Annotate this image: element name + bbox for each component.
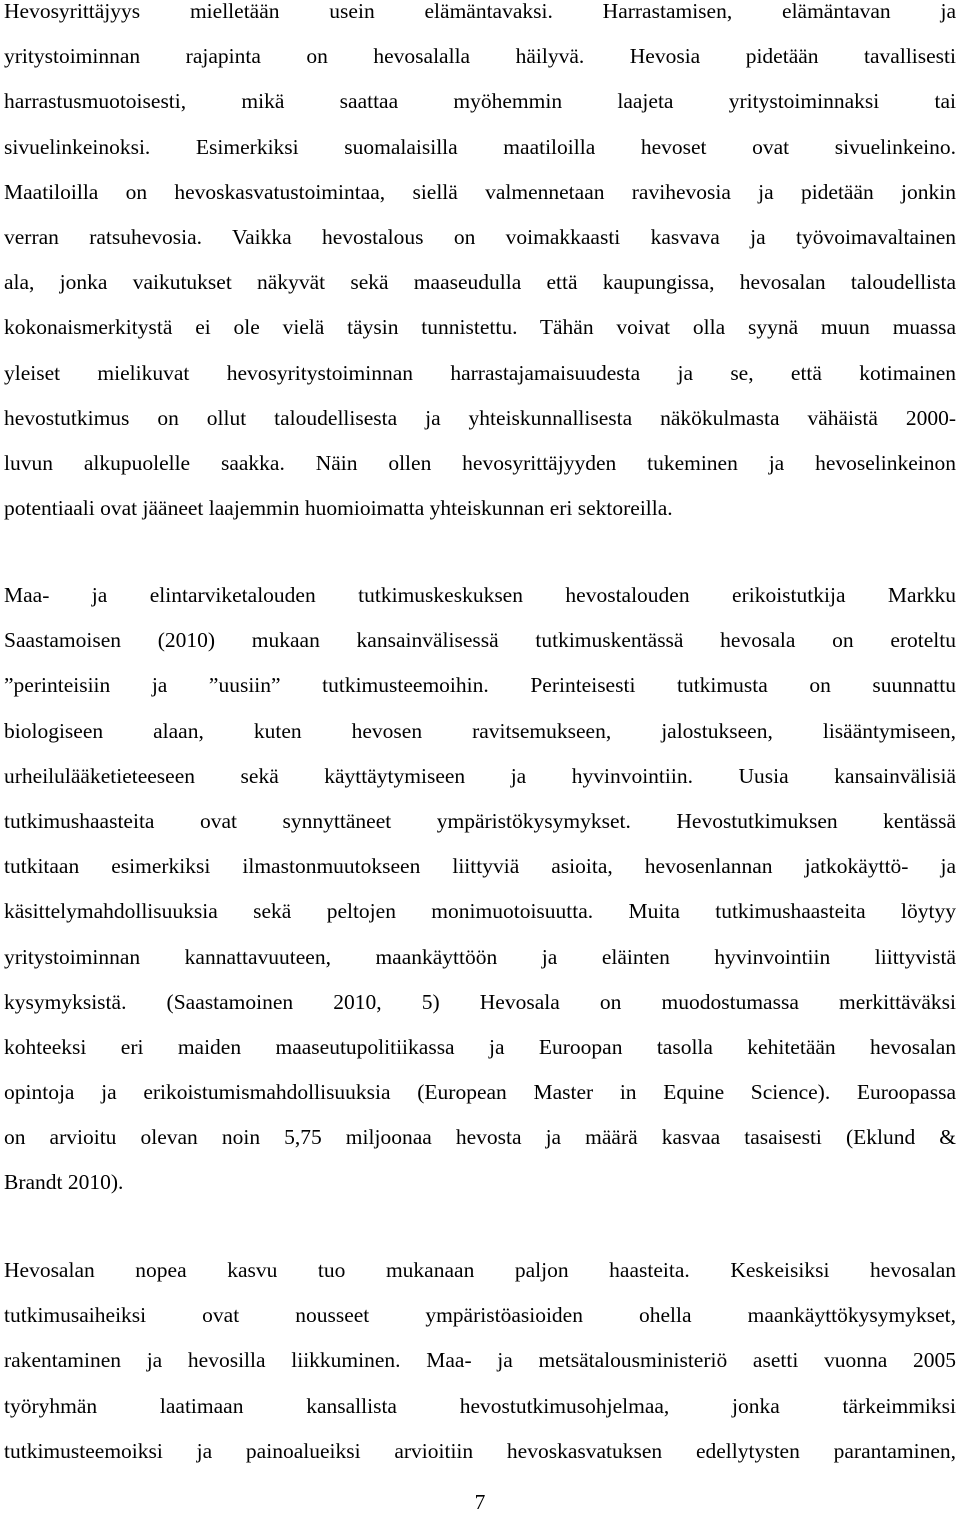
text-line: Maa- ja elintarviketalouden tutkimuskeskuksen hevostalouden erikoistutkija Markku bbox=[4, 583, 956, 607]
text-line: tutkimusaiheiksi ovat nousseet ympäristöasioiden ohella maankäyttökysymykset, bbox=[4, 1303, 956, 1328]
text-line: yleiset mielikuvat hevosyritystoiminnan harrastajamaisuudesta ja se, että kotimainen bbox=[4, 360, 956, 385]
text-line: sivuelinkeinoksi. Esimerkiksi suomalaisilla maatiloilla hevoset ovat sivuelinkeino. bbox=[4, 134, 956, 159]
text-line: verran ratsuhevosia. Vaikka hevostalous on voimakkaasti kasvava ja työvoimavaltainen bbox=[4, 224, 956, 249]
page-number: 7 bbox=[474, 1490, 486, 1514]
text-line: Hevosalan nopea kasvu tuo mukanaan paljon haasteita. Keskeisiksi hevosalan bbox=[4, 1258, 956, 1282]
text-line: Saastamoisen (2010) mukaan kansainvälisessä tutkimuskentässä hevosala on eroteltu bbox=[4, 628, 956, 653]
text-line: Hevosyrittäjyys mielletään usein elämäntavaksi. Harrastamisen, elämäntavan ja bbox=[4, 0, 956, 23]
text-line: ala, jonka vaikutukset näkyvät sekä maaseudulla että kaupungissa, hevosalan taloudellista bbox=[4, 270, 956, 295]
text-line: potentiaali ovat jääneet laajemmin huomioimatta yhteiskunnan eri sektoreilla. bbox=[4, 496, 673, 521]
text-line: kohteeksi eri maiden maaseutupolitiikassa ja Euroopan tasolla kehitetään hevosalan bbox=[4, 1034, 956, 1059]
text-line: hevostutkimus on ollut taloudellisesta ja yhteiskunnallisesta näkökulmasta vähäistä 2000- bbox=[4, 405, 956, 430]
text-line: urheilulääketieteeseen sekä käyttäytymiseen ja hyvinvointiin. Uusia kansainvälisiä bbox=[4, 763, 956, 788]
paragraph-2 bbox=[4, 573, 956, 1206]
text-line: työryhmän laatimaan kansallista hevostutkimusohjelmaa, jonka tärkeimmiksi bbox=[4, 1393, 956, 1418]
paragraph-3 bbox=[4, 1248, 956, 1474]
text-line: on arvioitu olevan noin 5,75 miljoonaa hevosta ja määrä kasvaa tasaisesti (Eklund & bbox=[4, 1125, 956, 1150]
text-line: Maatiloilla on hevoskasvatustoimintaa, siellä valmennetaan ravihevosia ja pidetään jonkin bbox=[4, 179, 956, 204]
paragraph-1 bbox=[4, 0, 956, 531]
text-line: yritystoiminnan rajapinta on hevosalalla häilyvä. Hevosia pidetään tavallisesti bbox=[4, 44, 956, 69]
text-line: luvun alkupuolelle saakka. Näin ollen hevosyrittäjyyden tukeminen ja hevoselinkeinon bbox=[4, 450, 956, 475]
text-line: harrastusmuotoisesti, mikä saattaa myöhemmin laajeta yritystoiminnaksi tai bbox=[4, 89, 956, 114]
text-line: opintoja ja erikoistumismahdollisuuksia (European Master in Equine Science). Euroopassa bbox=[4, 1080, 956, 1105]
text-line: kokonaismerkitystä ei ole vielä täysin tunnistettu. Tähän voivat olla syynä muun muassa bbox=[4, 315, 956, 340]
text-line: Brandt 2010). bbox=[4, 1170, 124, 1195]
text-line: tutkimushaasteita ovat synnyttäneet ympäristökysymykset. Hevostutkimuksen kentässä bbox=[4, 808, 956, 833]
text-line: käsittelymahdollisuuksia sekä peltojen monimuotoisuutta. Muita tutkimushaasteita löytyy bbox=[4, 899, 956, 924]
text-line: tutkimusteemoiksi ja painoalueiksi arvioitiin hevoskasvatuksen edellytysten parantaminen, bbox=[4, 1438, 956, 1463]
text-line: yritystoiminnan kannattavuuteen, maankäyttöön ja eläinten hyvinvointiin liittyvistä bbox=[4, 944, 956, 969]
text-line: ”perinteisiin ja ”uusiin” tutkimusteemoihin. Perinteisesti tutkimusta on suunnattu bbox=[4, 673, 956, 698]
text-line: kysymyksistä. (Saastamoinen 2010, 5) Hevosala on muodostumassa merkittäväksi bbox=[4, 989, 956, 1014]
text-line: tutkitaan esimerkiksi ilmastonmuutokseen liittyviä asioita, hevosenlannan jatkokäyttö- ja bbox=[4, 854, 956, 879]
text-line: biologiseen alaan, kuten hevosen ravitsemukseen, jalostukseen, lisääntymiseen, bbox=[4, 718, 956, 743]
text-line: rakentaminen ja hevosilla liikkuminen. Maa- ja metsätalousministeriö asetti vuonna 2005 bbox=[4, 1348, 956, 1373]
